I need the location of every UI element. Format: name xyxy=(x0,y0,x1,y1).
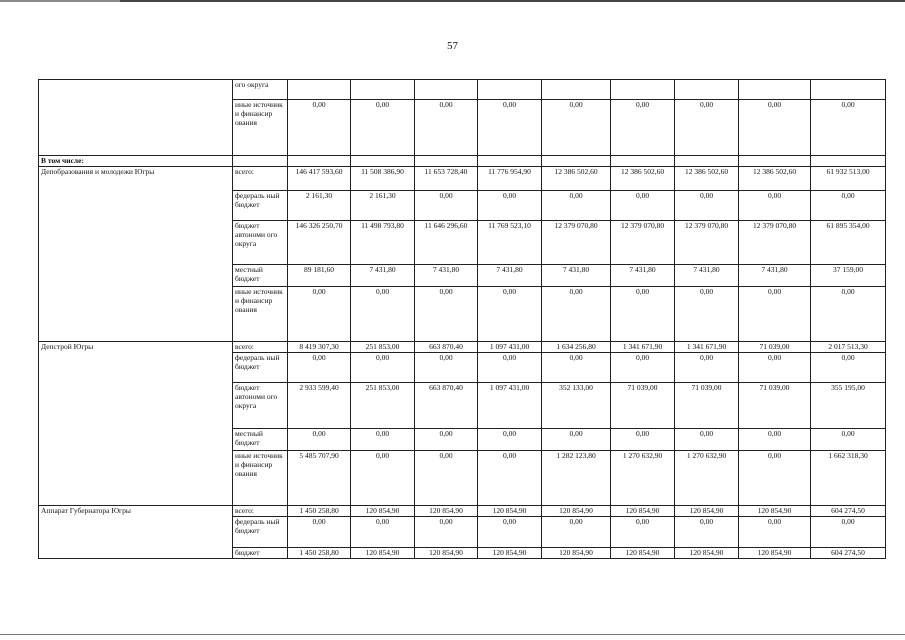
value-cell: 0,00 xyxy=(811,517,886,548)
value-cell: 120 854,90 xyxy=(675,548,739,559)
value-cell: 0,00 xyxy=(351,100,415,156)
value-cell: 0,00 xyxy=(415,517,478,548)
value-cell: 0,00 xyxy=(611,100,675,156)
value-cell: 12 379 070,80 xyxy=(675,221,739,265)
value-cell xyxy=(811,80,886,100)
value-cell: 120 854,90 xyxy=(415,506,478,517)
table-row xyxy=(39,506,886,517)
source-label-cell: иные источник и финансир ования xyxy=(233,287,288,342)
value-cell: 0,00 xyxy=(478,191,542,221)
value-cell: 12 386 502,60 xyxy=(675,167,739,191)
value-cell: 11 653 728,40 xyxy=(415,167,478,191)
value-cell: 120 854,90 xyxy=(739,506,811,517)
value-cell: 11 776 954,90 xyxy=(478,167,542,191)
value-cell: 1 450 258,80 xyxy=(288,506,351,517)
value-cell: 11 769 523,10 xyxy=(478,221,542,265)
value-cell: 120 854,90 xyxy=(542,506,611,517)
value-cell: 11 508 386,90 xyxy=(351,167,415,191)
value-cell: 5 485 707,90 xyxy=(288,451,351,506)
value-cell: 0,00 xyxy=(739,517,811,548)
value-cell: 0,00 xyxy=(478,517,542,548)
value-cell: 1 097 431,00 xyxy=(478,342,542,353)
value-cell: 7 431,80 xyxy=(542,265,611,287)
value-cell: 1 341 671,90 xyxy=(611,342,675,353)
value-cell: 37 159,00 xyxy=(811,265,886,287)
value-cell: 0,00 xyxy=(542,517,611,548)
value-cell: 0,00 xyxy=(415,191,478,221)
value-cell: 120 854,90 xyxy=(542,548,611,559)
value-cell: 0,00 xyxy=(415,100,478,156)
value-cell: 1 662 318,30 xyxy=(811,451,886,506)
value-cell: 0,00 xyxy=(478,429,542,451)
value-cell: 0,00 xyxy=(351,451,415,506)
value-cell: 12 386 502,60 xyxy=(739,167,811,191)
value-cell: 0,00 xyxy=(675,353,739,383)
source-label-cell: федераль ный бюджет xyxy=(233,517,288,548)
value-cell: 663 870,40 xyxy=(415,342,478,353)
value-cell: 0,00 xyxy=(288,429,351,451)
value-cell xyxy=(415,80,478,100)
value-cell: 0,00 xyxy=(415,353,478,383)
value-cell: 0,00 xyxy=(542,287,611,342)
source-label-cell: всего: xyxy=(233,506,288,517)
value-cell: 0,00 xyxy=(739,451,811,506)
top-border-accent xyxy=(0,0,120,2)
value-cell: 0,00 xyxy=(811,100,886,156)
empty-cell xyxy=(542,156,611,167)
value-cell: 0,00 xyxy=(415,429,478,451)
value-cell xyxy=(739,80,811,100)
value-cell: 12 379 070,80 xyxy=(542,221,611,265)
value-cell: 1 097 431,00 xyxy=(478,383,542,429)
value-cell: 120 854,90 xyxy=(611,506,675,517)
source-label-cell: всего: xyxy=(233,342,288,353)
value-cell: 2 017 513,30 xyxy=(811,342,886,353)
value-cell: 2 161,30 xyxy=(288,191,351,221)
source-label-cell: местный бюджет xyxy=(233,429,288,451)
empty-cell xyxy=(478,156,542,167)
value-cell: 71 039,00 xyxy=(739,342,811,353)
table-row xyxy=(39,167,886,191)
source-label-cell: федераль ный бюджет xyxy=(233,353,288,383)
value-cell: 0,00 xyxy=(415,451,478,506)
value-cell: 0,00 xyxy=(288,517,351,548)
value-cell: 11 498 793,80 xyxy=(351,221,415,265)
empty-cell xyxy=(739,156,811,167)
value-cell: 0,00 xyxy=(478,287,542,342)
table-row xyxy=(39,80,886,100)
value-cell: 7 431,80 xyxy=(478,265,542,287)
value-cell: 0,00 xyxy=(811,287,886,342)
value-cell: 71 039,00 xyxy=(739,383,811,429)
value-cell: 0,00 xyxy=(675,100,739,156)
value-cell: 146 326 250,70 xyxy=(288,221,351,265)
value-cell: 1 282 123,80 xyxy=(542,451,611,506)
value-cell: 0,00 xyxy=(811,353,886,383)
value-cell xyxy=(675,80,739,100)
value-cell: 1 270 632,90 xyxy=(675,451,739,506)
value-cell: 7 431,80 xyxy=(611,265,675,287)
value-cell: 0,00 xyxy=(611,429,675,451)
section-label: В том числе: xyxy=(39,156,233,167)
value-cell: 0,00 xyxy=(415,287,478,342)
source-label-cell: федераль ный бюджет xyxy=(233,191,288,221)
org-name-cell xyxy=(39,80,233,156)
value-cell: 0,00 xyxy=(811,429,886,451)
value-cell: 120 854,90 xyxy=(478,548,542,559)
value-cell: 355 195,00 xyxy=(811,383,886,429)
value-cell: 0,00 xyxy=(739,287,811,342)
value-cell: 0,00 xyxy=(288,353,351,383)
value-cell: 0,00 xyxy=(739,100,811,156)
value-cell: 1 270 632,90 xyxy=(611,451,675,506)
empty-cell xyxy=(611,156,675,167)
table-row xyxy=(39,342,886,353)
value-cell: 0,00 xyxy=(675,191,739,221)
source-label-cell: бюджет автономи ого округа xyxy=(233,383,288,429)
value-cell: 120 854,90 xyxy=(611,548,675,559)
value-cell: 0,00 xyxy=(739,353,811,383)
value-cell: 0,00 xyxy=(351,429,415,451)
value-cell: 120 854,90 xyxy=(739,548,811,559)
value-cell: 8 419 307,30 xyxy=(288,342,351,353)
value-cell: 0,00 xyxy=(611,517,675,548)
source-label-cell: местный бюджет xyxy=(233,265,288,287)
value-cell: 0,00 xyxy=(542,429,611,451)
value-cell: 1 450 258,80 xyxy=(288,548,351,559)
value-cell: 71 039,00 xyxy=(611,383,675,429)
org-name-cell: Аппарат Губернатора Югры xyxy=(39,506,233,559)
empty-cell xyxy=(415,156,478,167)
value-cell: 604 274,50 xyxy=(811,506,886,517)
value-cell: 120 854,90 xyxy=(478,506,542,517)
value-cell xyxy=(288,80,351,100)
top-border-line xyxy=(0,0,905,2)
value-cell: 120 854,90 xyxy=(675,506,739,517)
value-cell: 12 386 502,60 xyxy=(542,167,611,191)
source-label-cell: иные источник и финансир ования xyxy=(233,100,288,156)
empty-cell xyxy=(351,156,415,167)
value-cell: 89 181,60 xyxy=(288,265,351,287)
empty-cell xyxy=(233,156,288,167)
value-cell: 7 431,80 xyxy=(351,265,415,287)
value-cell: 0,00 xyxy=(611,287,675,342)
source-label-cell: бюджет xyxy=(233,548,288,559)
value-cell: 146 417 593,60 xyxy=(288,167,351,191)
source-label-cell: ого округа xyxy=(233,80,288,100)
empty-cell xyxy=(675,156,739,167)
value-cell: 0,00 xyxy=(351,287,415,342)
value-cell: 352 133,00 xyxy=(542,383,611,429)
value-cell: 0,00 xyxy=(739,429,811,451)
value-cell: 0,00 xyxy=(675,429,739,451)
value-cell: 0,00 xyxy=(542,353,611,383)
value-cell: 0,00 xyxy=(351,517,415,548)
empty-cell xyxy=(288,156,351,167)
value-cell xyxy=(351,80,415,100)
value-cell: 12 379 070,80 xyxy=(611,221,675,265)
value-cell: 0,00 xyxy=(811,191,886,221)
value-cell xyxy=(611,80,675,100)
section-row xyxy=(39,156,886,167)
value-cell: 7 431,80 xyxy=(675,265,739,287)
value-cell: 604 274,50 xyxy=(811,548,886,559)
source-label-cell: всего: xyxy=(233,167,288,191)
value-cell xyxy=(478,80,542,100)
value-cell: 0,00 xyxy=(542,191,611,221)
value-cell: 12 379 070,80 xyxy=(739,221,811,265)
source-label-cell: иные источник и финансир ования xyxy=(233,451,288,506)
value-cell: 0,00 xyxy=(288,287,351,342)
value-cell: 0,00 xyxy=(542,100,611,156)
value-cell: 2 161,30 xyxy=(351,191,415,221)
source-label-cell: бюджет автономи ого округа xyxy=(233,221,288,265)
value-cell: 7 431,80 xyxy=(739,265,811,287)
value-cell xyxy=(542,80,611,100)
value-cell: 0,00 xyxy=(478,100,542,156)
value-cell: 1 634 256,80 xyxy=(542,342,611,353)
budget-table xyxy=(38,79,886,559)
value-cell: 61 932 513,00 xyxy=(811,167,886,191)
value-cell: 663 870,40 xyxy=(415,383,478,429)
value-cell: 0,00 xyxy=(739,191,811,221)
value-cell: 1 341 671,90 xyxy=(675,342,739,353)
value-cell: 61 895 354,00 xyxy=(811,221,886,265)
value-cell: 120 854,90 xyxy=(351,548,415,559)
value-cell: 7 431,80 xyxy=(415,265,478,287)
value-cell: 0,00 xyxy=(351,353,415,383)
value-cell: 0,00 xyxy=(611,191,675,221)
value-cell: 11 646 296,60 xyxy=(415,221,478,265)
org-name-cell: Депобразования и молодежи Югры xyxy=(39,167,233,342)
value-cell: 120 854,90 xyxy=(415,548,478,559)
value-cell: 0,00 xyxy=(288,100,351,156)
value-cell: 0,00 xyxy=(611,353,675,383)
value-cell: 0,00 xyxy=(478,451,542,506)
value-cell: 71 039,00 xyxy=(675,383,739,429)
page-number: 57 xyxy=(447,40,458,52)
value-cell: 251 853,00 xyxy=(351,342,415,353)
value-cell: 12 386 502,60 xyxy=(611,167,675,191)
value-cell: 251 853,00 xyxy=(351,383,415,429)
value-cell: 2 933 599,40 xyxy=(288,383,351,429)
value-cell: 0,00 xyxy=(675,517,739,548)
org-name-cell: Депстрой Югры xyxy=(39,342,233,506)
value-cell: 0,00 xyxy=(478,353,542,383)
value-cell: 0,00 xyxy=(675,287,739,342)
empty-cell xyxy=(811,156,886,167)
bottom-border-line xyxy=(0,634,905,635)
value-cell: 120 854,90 xyxy=(351,506,415,517)
